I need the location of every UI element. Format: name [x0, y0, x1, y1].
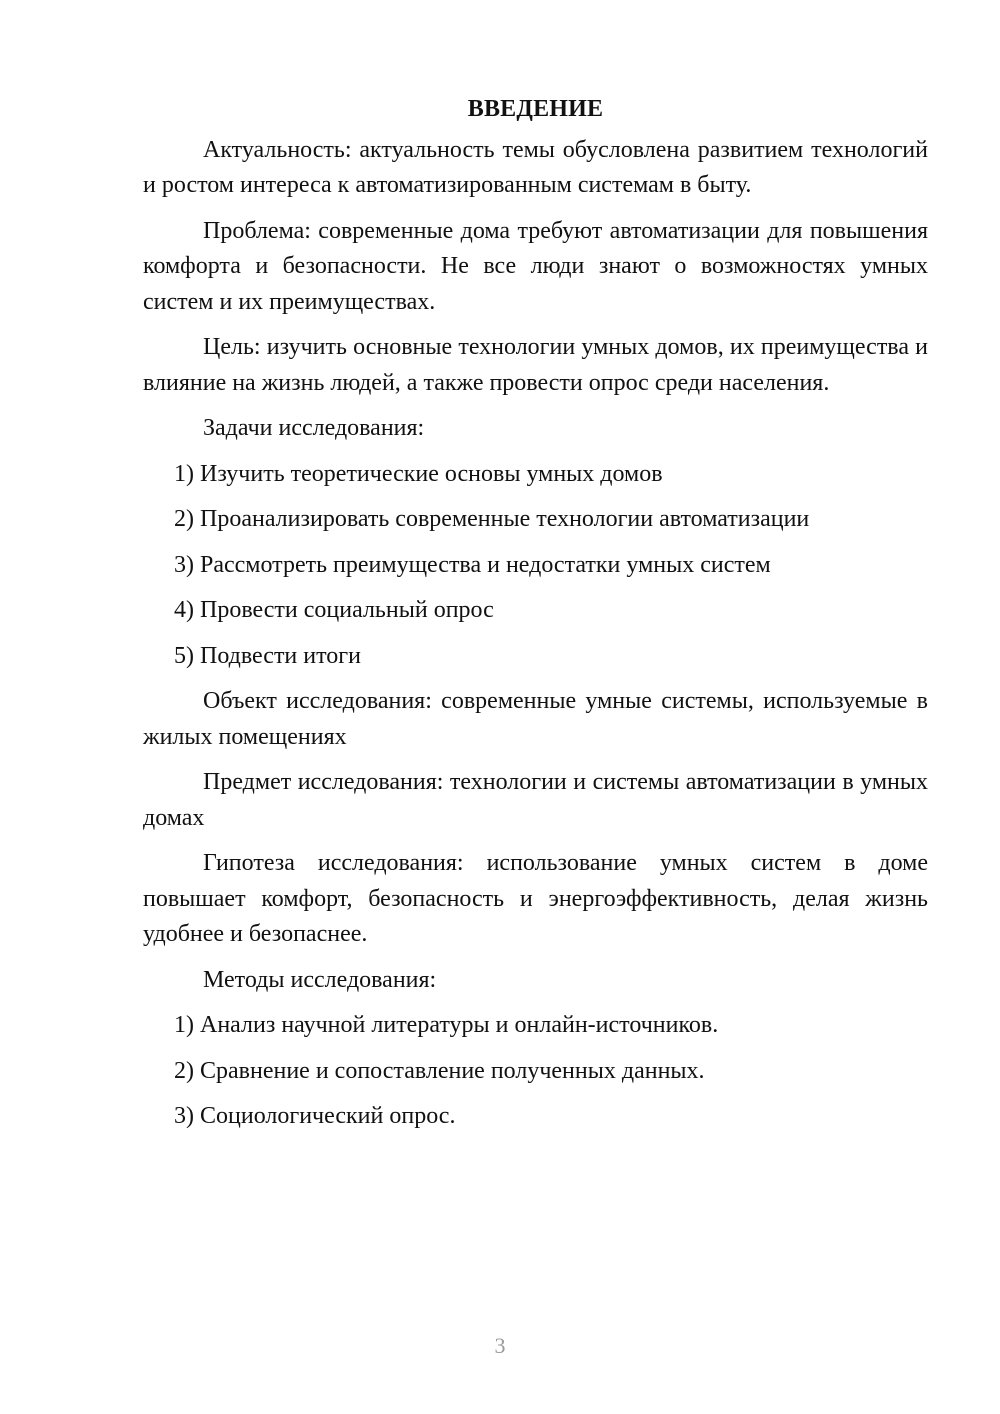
- methods-heading: Методы исследования:: [203, 966, 437, 993]
- section-title: ВВЕДЕНИЕ: [467, 96, 604, 122]
- method-item: 3) Социологический опрос.: [174, 1103, 456, 1129]
- tasks-list: [143, 457, 928, 675]
- page-number: 3: [494, 1333, 506, 1358]
- goal-paragraph: Цель: изучить основные технологии умных домов, их преимущества и влияние на жизнь людей, а также провести опрос среди населения.: [143, 334, 928, 396]
- subject-paragraph: Предмет исследования: технологии и системы автоматизации в умных домах: [143, 769, 928, 831]
- task-item: 4) Провести социальный опрос: [174, 597, 494, 623]
- method-item: 1) Анализ научной литературы и онлайн-источников.: [174, 1012, 719, 1038]
- methods-list: [143, 1008, 928, 1135]
- relevance-paragraph: Актуальность: актуальность темы обусловлена развитием технологий и ростом интереса к автоматизированным системам в быту.: [143, 136, 928, 198]
- method-item: 2) Сравнение и сопоставление полученных данных.: [174, 1057, 705, 1084]
- tasks-heading: Задачи исследования:: [203, 415, 425, 441]
- task-item: 2) Проанализировать современные технологии автоматизации: [174, 506, 810, 532]
- hypothesis-paragraph: Гипотеза исследования: использование умных систем в доме повышает комфорт, безопасность и энергоэффективность, делая жизнь удобнее и безопаснее.: [143, 850, 928, 947]
- object-paragraph: Объект исследования: современные умные системы, используемые в жилых помещениях: [143, 688, 928, 750]
- task-item: 1) Изучить теоретические основы умных домов: [174, 460, 663, 487]
- problem-paragraph: Проблема: современные дома требуют автоматизации для повышения комфорта и безопасности. Не все люди знают о возможностях умных систем и их преимуществах.: [143, 217, 928, 315]
- task-item: 5) Подвести итоги: [174, 642, 361, 669]
- task-item: 3) Рассмотреть преимущества и недостатки умных систем: [174, 551, 771, 578]
- page-content: [143, 92, 928, 1145]
